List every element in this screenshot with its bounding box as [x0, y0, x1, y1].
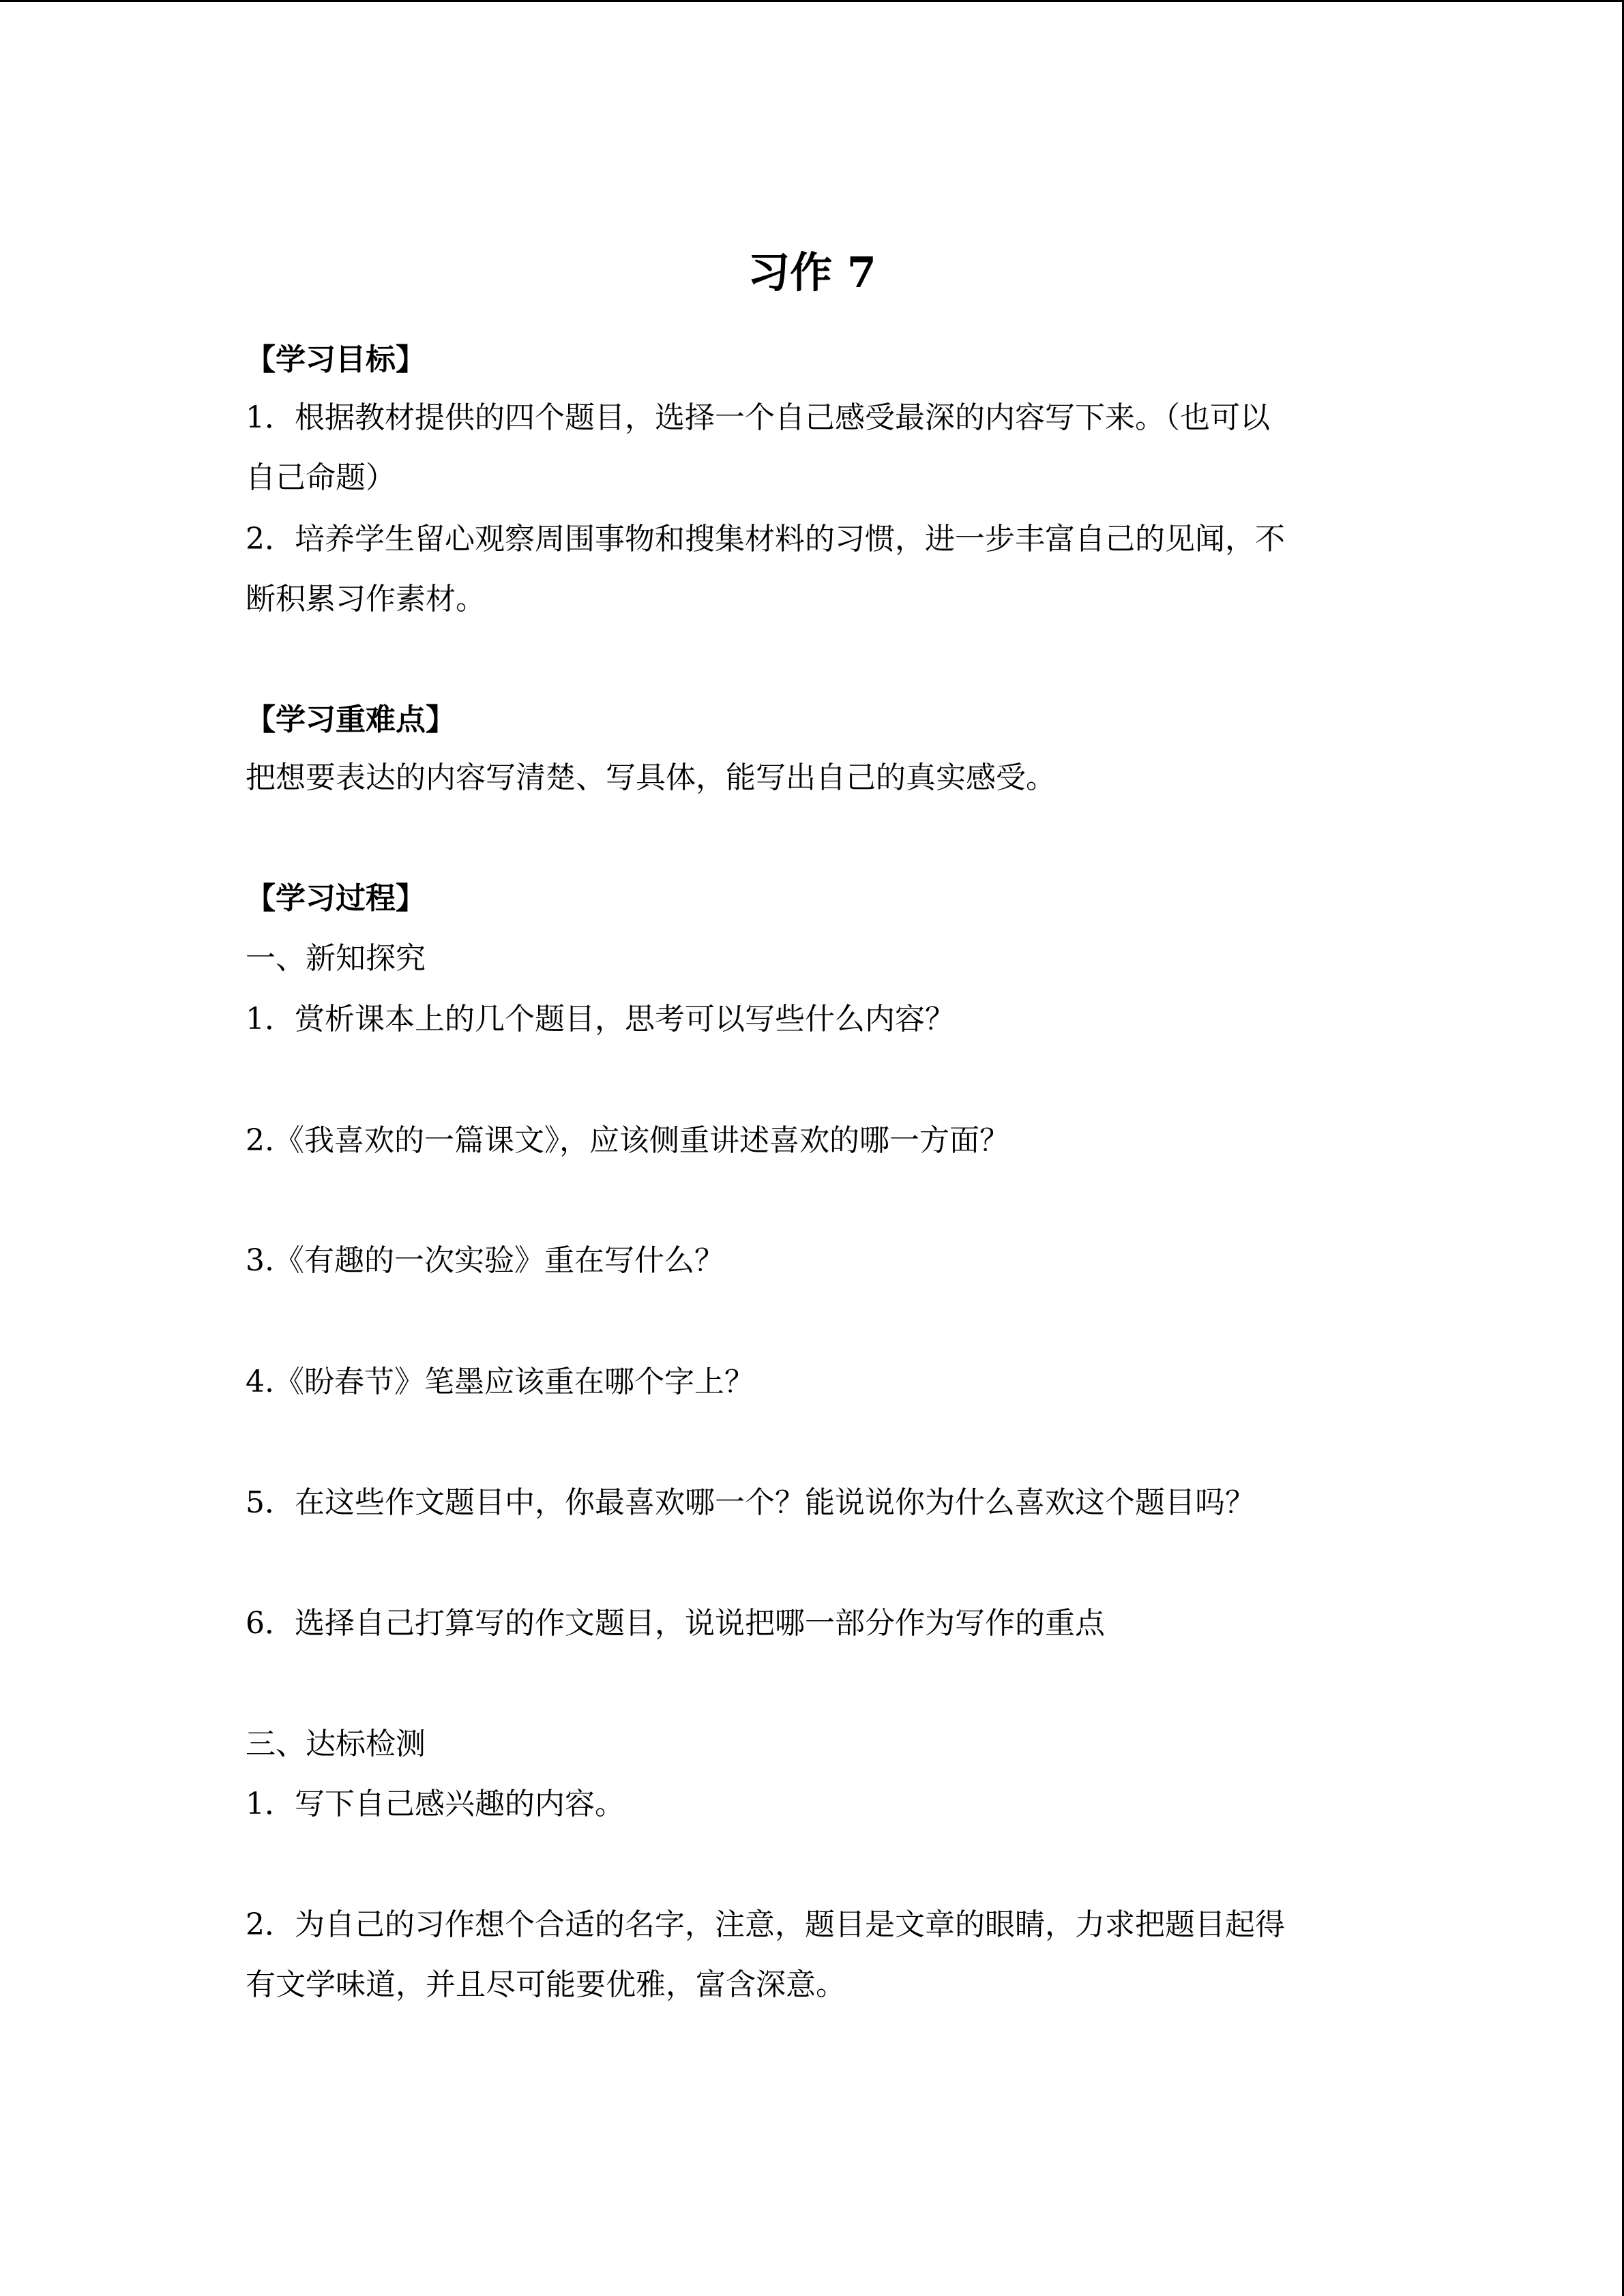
- question-2: 2.《我喜欢的一篇课文》，应该侧重讲述喜欢的哪一方面？: [246, 1123, 1009, 1158]
- key-points-heading: 【学习重难点】: [246, 702, 456, 737]
- test-2-line-1: 2．为自己的习作想个合适的名字，注意，题目是文章的眼睛，力求把题目起得: [246, 1907, 1285, 1942]
- part-3-title: 三、达标检测: [246, 1727, 426, 1761]
- key-points-text: 把想要表达的内容写清楚、写具体，能写出自己的真实感受。: [246, 760, 1056, 795]
- question-4: 4.《盼春节》笔墨应该重在哪个字上？: [246, 1365, 754, 1399]
- objective-1-line-1: 1．根据教材提供的四个题目，选择一个自己感受最深的内容写下来。（也可以: [246, 400, 1270, 435]
- process-heading: 【学习过程】: [246, 881, 426, 916]
- page-border-top: [0, 0, 1624, 2]
- test-1: 1．写下自己感兴趣的内容。: [246, 1787, 625, 1821]
- objective-2-line-1: 2．培养学生留心观察周围事物和搜集材料的习惯，进一步丰富自己的见闻，不: [246, 522, 1285, 556]
- page-title: 习作 7: [748, 248, 876, 297]
- objective-1-line-2: 自己命题）: [246, 460, 396, 495]
- objectives-heading: 【学习目标】: [246, 342, 426, 377]
- question-6: 6．选择自己打算写的作文题目，说说把哪一部分作为写作的重点: [246, 1606, 1105, 1641]
- test-2-line-2: 有文学味道，并且尽可能要优雅，富含深意。: [246, 1967, 846, 2002]
- question-3: 3.《有趣的一次实验》重在写什么？: [246, 1243, 724, 1278]
- objective-2-line-2: 断积累习作素材。: [246, 582, 486, 616]
- question-5: 5．在这些作文题目中，你最喜欢哪一个？能说说你为什么喜欢这个题目吗？: [246, 1485, 1255, 1520]
- part-1-title: 一、新知探究: [246, 941, 426, 976]
- question-1: 1．赏析课本上的几个题目，思考可以写些什么内容？: [246, 1002, 955, 1037]
